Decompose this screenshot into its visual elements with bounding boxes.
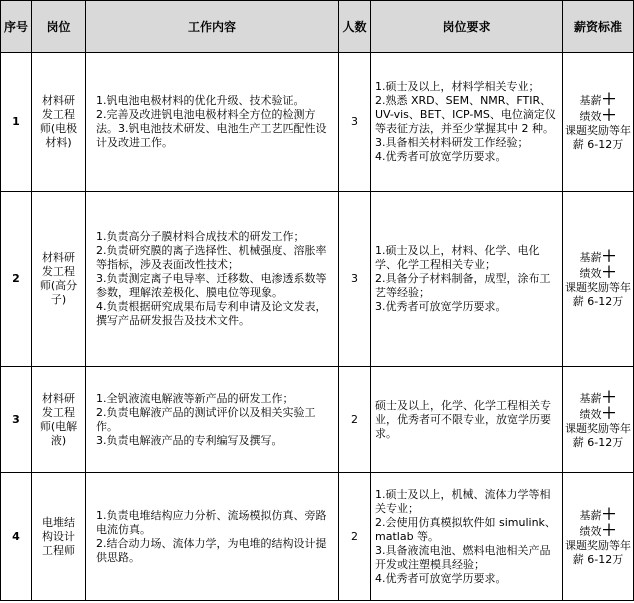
requirement-line: 1.硕士及以上，机械、流体力学等相关专业； — [375, 487, 551, 515]
content-line: 2.结合动力场、流体力学，为电堆的结构设计提供思路。 — [96, 536, 327, 564]
row-count: 3 — [339, 53, 371, 192]
salary-base: 基薪 — [579, 508, 602, 522]
row-count: 2 — [339, 367, 371, 473]
salary-bonus: 绩效 — [579, 407, 602, 421]
row-salary — [563, 473, 634, 601]
row-requirements — [371, 367, 563, 473]
content-line: 2.完善及改进钒电池电极材料全方位的检测方法。3.钒电池技术研发、电池生产工艺匹配性设计及改进工作。 — [96, 108, 327, 149]
requirement-line: 2.熟悉 XRD、SEM、NMR、FTIR、UV-vis、BET、ICP-MS、电位滴定仪等表征方法，并至少掌握其中 2 种。 — [375, 94, 556, 135]
salary-bonus: 绩效 — [579, 110, 602, 123]
content-line: 3.负责电解液产品的专利编写及撰写。 — [96, 433, 283, 447]
salary-base: 基薪 — [579, 251, 602, 264]
row-salary — [563, 367, 634, 473]
table-row — [1, 473, 634, 601]
header-post: 岗位 — [32, 1, 86, 53]
row-count: 2 — [339, 473, 371, 601]
header-requirements: 岗位要求 — [371, 1, 563, 53]
header-index: 序号 — [1, 1, 32, 53]
requirement-line: 2.具备分子材料制备，成型，涂布工艺等经验； — [375, 272, 551, 299]
row-content — [86, 53, 339, 192]
requirement-line: 3.具备相关材料研发工作经验； — [375, 136, 529, 149]
salary-base: 基薪 — [579, 391, 602, 405]
requirement-line: 1.硕士及以上，材料学相关专业； — [375, 80, 540, 93]
requirement-line: 硕士及以上，化学、化学工程相关专业，优秀者可不限专业，放宽学历要求。 — [375, 398, 551, 440]
requirement-line: 4.优秀者可放宽学历要求。 — [375, 150, 507, 163]
plus-icon: ＋ — [601, 106, 617, 124]
header-salary: 薪资标准 — [563, 1, 634, 53]
row-index: 2 — [1, 192, 32, 367]
plus-icon: ＋ — [601, 263, 617, 281]
table-row — [1, 367, 634, 473]
row-salary — [563, 53, 634, 192]
requirement-line: 3.优秀者可放宽学历要求。 — [375, 300, 507, 313]
salary-bonus: 绩效 — [579, 267, 602, 280]
requirement-line: 2.会使用仿真模拟软件如 simulink、matlab 等。 — [375, 515, 556, 543]
table-row — [1, 192, 634, 367]
row-requirements — [371, 53, 563, 192]
content-line: 1.钒电池电极材料的优化升级、技术验证。 — [96, 94, 305, 107]
row-index: 1 — [1, 53, 32, 192]
row-index: 4 — [1, 473, 32, 601]
plus-icon: ＋ — [601, 387, 617, 406]
plus-icon: ＋ — [601, 403, 617, 422]
content-line: 1.负责电堆结构应力分析、流场模拟仿真、旁路电流仿真。 — [96, 508, 327, 536]
salary-extra: 课题奖励等年薪 6-12万 — [565, 538, 631, 566]
row-content — [86, 473, 339, 601]
salary-extra: 课题奖励等年薪 6-12万 — [565, 421, 631, 449]
requirement-line: 1.硕士及以上，材料、化学、电化学、化学工程相关专业； — [375, 244, 540, 271]
row-post: 电堆结构设计工程师 — [32, 473, 86, 601]
content-line: 2.负责电解液产品的测试评价以及相关实验工作。 — [96, 405, 316, 433]
content-line: 3.负责测定离子电导率、迁移数、电渗透系数等参数，理解浓差极化、膜电位等现象。 — [96, 272, 327, 299]
requirement-line: 4.优秀者可放宽学历要求。 — [375, 571, 507, 585]
row-count: 3 — [339, 192, 371, 367]
requirement-line: 3.具备液流电池、燃料电池相关产品开发或注塑模具经验； — [375, 543, 551, 571]
salary-bonus: 绩效 — [579, 524, 602, 538]
header-content: 工作内容 — [86, 1, 339, 53]
row-index: 3 — [1, 367, 32, 473]
plus-icon: ＋ — [601, 504, 617, 523]
row-post: 材料研发工程师(电解液) — [32, 367, 86, 473]
content-line: 2.负责研究膜的离子选择性、机械强度、溶胀率等指标，涉及表面改性技术； — [96, 244, 327, 271]
salary-base: 基薪 — [579, 94, 602, 107]
table-row — [1, 53, 634, 192]
row-requirements — [371, 473, 563, 601]
header-count: 人数 — [339, 1, 371, 53]
row-requirements — [371, 192, 563, 367]
row-post: 材料研发工程师(电极材料) — [32, 53, 86, 192]
plus-icon: ＋ — [601, 90, 617, 108]
plus-icon: ＋ — [601, 247, 617, 265]
content-line: 4.负责根据研究成果布局专利申请及论文发表，撰写产品研发报告及技术文件。 — [96, 300, 327, 327]
row-content — [86, 367, 339, 473]
plus-icon: ＋ — [601, 520, 617, 539]
row-post: 材料研发工程师(高分子) — [32, 192, 86, 367]
row-salary — [563, 192, 634, 367]
header-row — [1, 1, 634, 53]
content-line: 1.全钒液流电解液等新产品的研发工作； — [96, 391, 294, 405]
salary-extra: 课题奖励等年薪 6-12万 — [565, 124, 631, 151]
row-content — [86, 192, 339, 367]
salary-extra: 课题奖励等年薪 6-12万 — [565, 281, 631, 308]
content-line: 1.负责高分子膜材料合成技术的研发工作； — [96, 230, 305, 243]
